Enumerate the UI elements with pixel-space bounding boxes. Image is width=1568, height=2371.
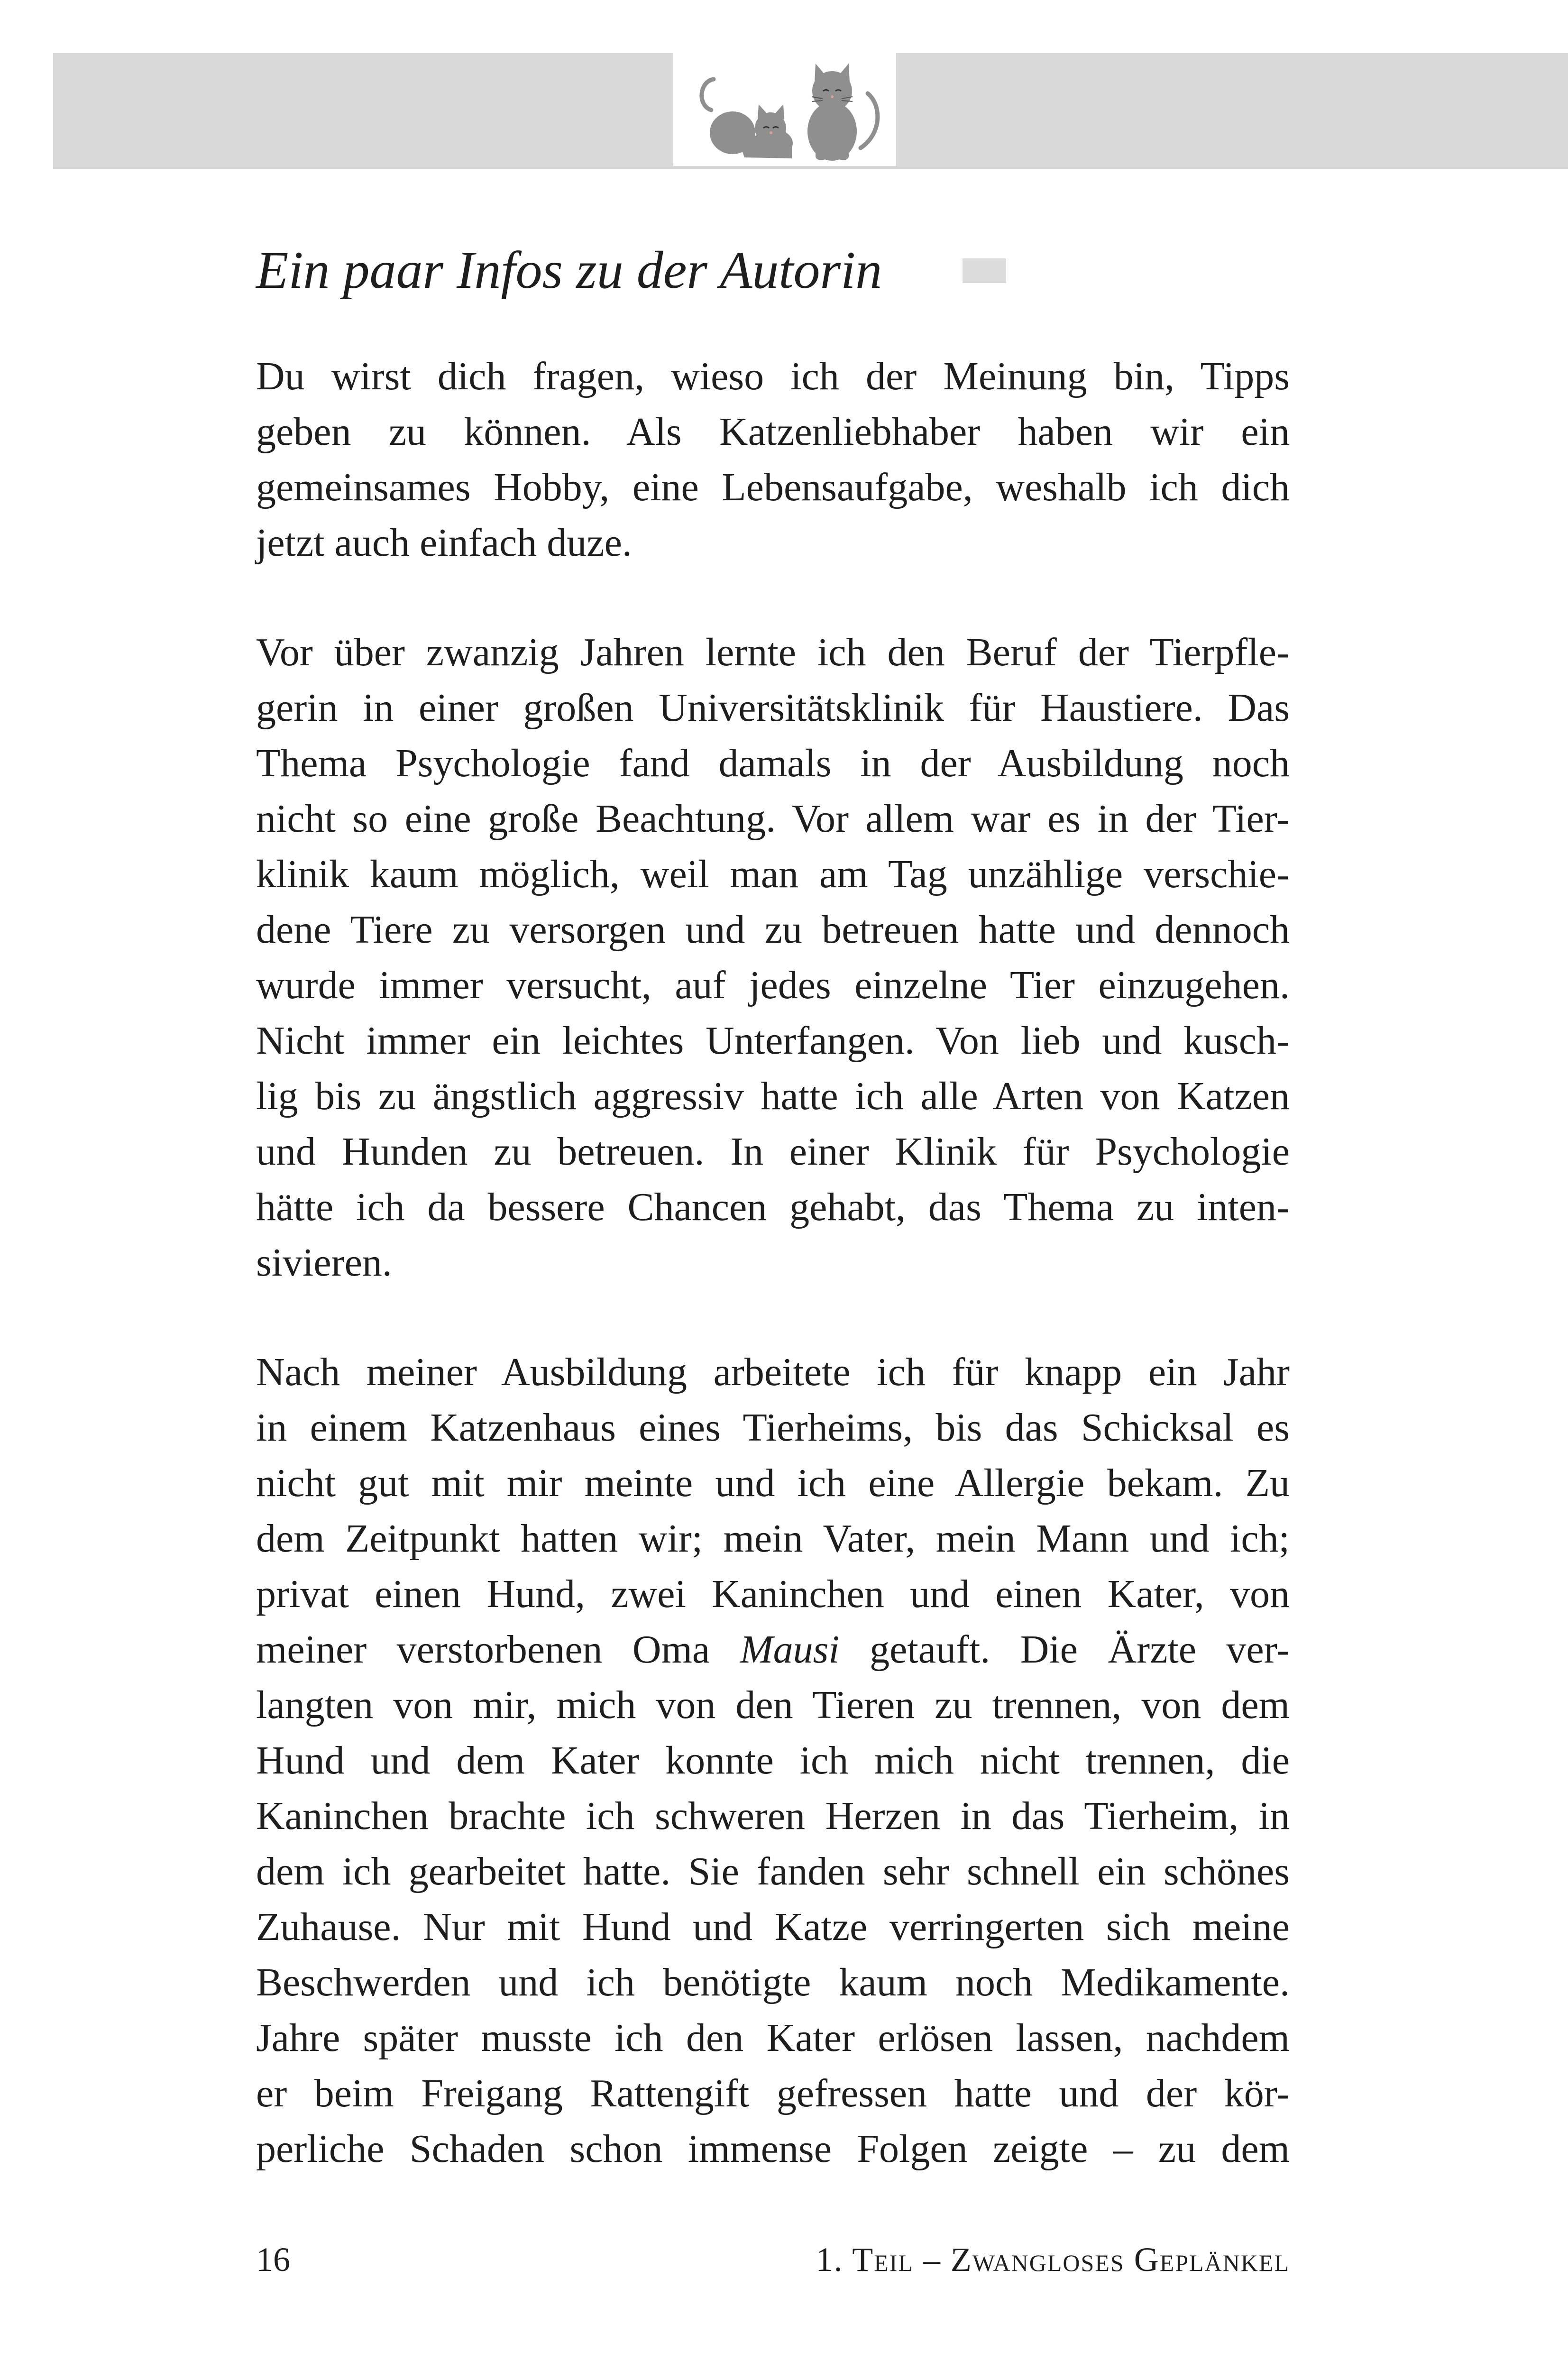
paragraph	[256, 349, 1290, 570]
text-line: lig bis zu ängstlich aggressiv hatte ich alle Arten von Katzen	[256, 1074, 1290, 1118]
page-number: 16	[256, 2241, 290, 2279]
text-line: Du wirst dich fragen, wieso ich der Meinung bin, Tipps	[256, 354, 1290, 398]
text-line: in einem Katzenhaus eines Tierheims, bis das Schicksal es	[256, 1406, 1290, 1450]
text-line: Vor über zwanzig Jahren lernte ich den Beruf der Tierpfle-	[256, 630, 1290, 674]
text-line: Nicht immer ein leichtes Unterfangen. Von lieb und kusch-	[256, 1019, 1290, 1063]
body-text	[256, 349, 1290, 2231]
running-head: 1. Teil – Zwangloses Geplänkel	[816, 2241, 1290, 2279]
text-line: er beim Freigang Rattengift gefressen hatte und der kör-	[256, 2071, 1290, 2115]
page-title: Ein paar Infos zu der Autorin	[256, 241, 882, 300]
text-line: Thema Psychologie fand damals in der Ausbildung noch	[256, 741, 1290, 785]
text-line: langten von mir, mich von den Tieren zu trennen, von dem	[256, 1683, 1290, 1727]
text-line: Zuhause. Nur mit Hund und Katze verringerten sich meine	[256, 1905, 1290, 1949]
heading-accent-bar	[963, 258, 1006, 283]
text-line: Jahre später musste ich den Kater erlösen lassen, nachdem	[256, 2016, 1290, 2060]
text-line: Kaninchen brachte ich schweren Herzen in das Tierheim, in	[256, 1794, 1290, 1838]
text-line: perliche Schaden schon immense Folgen zeigte – zu dem	[256, 2127, 1290, 2171]
text-line: nicht gut mit mir meinte und ich eine Allergie bekam. Zu	[256, 1461, 1290, 1505]
text-line: gerin in einer großen Universitätsklinik für Haustiere. Das	[256, 686, 1290, 730]
text-line: Hund und dem Kater konnte ich mich nicht trennen, die	[256, 1738, 1290, 1783]
paragraph	[256, 625, 1290, 1290]
text-line: dem ich gearbeitet hatte. Sie fanden sehr schnell ein schönes	[256, 1849, 1290, 1893]
text-line: dem Zeitpunkt hatten wir; mein Vater, mein Mann und ich;	[256, 1516, 1290, 1561]
text-line: privat einen Hund, zwei Kaninchen und einen Kater, von	[256, 1572, 1290, 1616]
text-line: gemeinsames Hobby, eine Lebensaufgabe, weshalb ich dich	[256, 465, 1290, 509]
text-line: wurde immer versucht, auf jedes einzelne Tier einzugehen.	[256, 963, 1290, 1007]
text-line: Nach meiner Ausbildung arbeitete ich für knapp ein Jahr	[256, 1350, 1290, 1394]
text-line: Beschwerden und ich benötigte kaum noch Medikamente.	[256, 1960, 1290, 2004]
paragraph	[256, 1344, 1290, 2177]
text-line: klinik kaum möglich, weil man am Tag unzählige verschie-	[256, 852, 1290, 896]
text-line: und Hunden zu betreuen. In einer Klinik für Psychologie	[256, 1130, 1290, 1174]
text-line: geben zu können. Als Katzenliebhaber haben wir ein	[256, 410, 1290, 454]
text-line: dene Tiere zu versorgen und zu betreuen hatte und dennoch	[256, 908, 1290, 952]
text-line: nicht so eine große Beachtung. Vor allem war es in der Tier-	[256, 797, 1290, 841]
text-line: sivieren.	[256, 1241, 392, 1285]
text-line: meiner verstorbenen Oma Mausi getauft. Die Ärzte ver-	[256, 1627, 1290, 1672]
text-line: hätte ich da bessere Chancen gehabt, das Thema zu inten-	[256, 1185, 1290, 1229]
text-line: jetzt auch einfach duze.	[256, 521, 632, 565]
two-cats-icon	[673, 53, 896, 166]
header-logo	[673, 53, 896, 166]
